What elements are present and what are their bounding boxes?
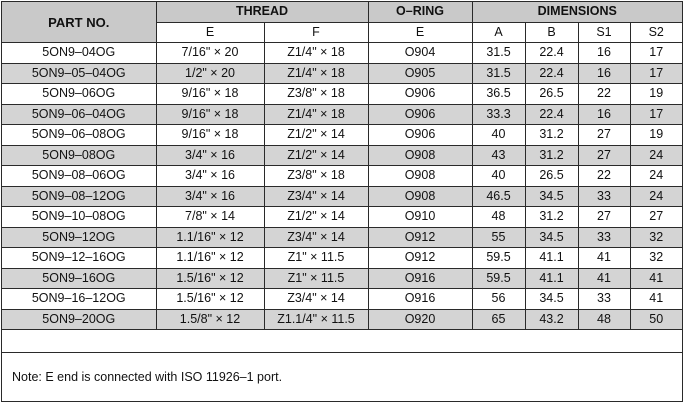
cell-dim-s1: 33 — [578, 186, 630, 207]
cell-oring-e: O906 — [368, 125, 472, 146]
cell-dim-s2: 27 — [630, 207, 682, 228]
cell-oring-e: O904 — [368, 43, 472, 64]
cell-oring-e: O920 — [368, 309, 472, 330]
cell-dim-s2: 19 — [630, 84, 682, 105]
table-row — [2, 125, 682, 146]
cell-dim-s2: 17 — [630, 63, 682, 84]
cell-part-no: 5ON9–16OG — [2, 268, 156, 289]
cell-dim-b: 22.4 — [525, 63, 578, 84]
cell-thread-f: Z3/4" × 14 — [264, 227, 368, 248]
table-row — [2, 207, 682, 228]
cell-dim-b: 34.5 — [525, 289, 578, 310]
cell-dim-a: 46.5 — [472, 186, 525, 207]
table-row — [2, 63, 682, 84]
cell-oring-e: O905 — [368, 63, 472, 84]
cell-dim-b: 31.2 — [525, 145, 578, 166]
subheader-dim-a: A — [472, 22, 525, 43]
cell-oring-e: O916 — [368, 268, 472, 289]
table-row — [2, 166, 682, 187]
cell-dim-b: 31.2 — [525, 125, 578, 146]
cell-dim-s2: 24 — [630, 145, 682, 166]
cell-dim-a: 36.5 — [472, 84, 525, 105]
cell-oring-e: O912 — [368, 227, 472, 248]
cell-dim-b: 26.5 — [525, 84, 578, 105]
cell-thread-e: 3/4" × 16 — [156, 145, 264, 166]
table-note: Note: E end is connected with ISO 11926–1 port. — [2, 352, 682, 401]
cell-dim-s1: 16 — [578, 104, 630, 125]
cell-dim-a: 31.5 — [472, 63, 525, 84]
table-row — [2, 227, 682, 248]
subheader-thread-e: E — [156, 22, 264, 43]
cell-thread-e: 1.5/16" × 12 — [156, 268, 264, 289]
cell-dim-a: 59.5 — [472, 268, 525, 289]
table-row — [2, 186, 682, 207]
cell-part-no: 5ON9–08OG — [2, 145, 156, 166]
cell-oring-e: O908 — [368, 166, 472, 187]
table-row — [2, 268, 682, 289]
cell-dim-s2: 24 — [630, 186, 682, 207]
cell-dim-a: 43 — [472, 145, 525, 166]
cell-oring-e: O906 — [368, 104, 472, 125]
cell-dim-b: 43.2 — [525, 309, 578, 330]
cell-dim-s2: 50 — [630, 309, 682, 330]
cell-dim-s1: 41 — [578, 248, 630, 269]
cell-dim-s2: 41 — [630, 268, 682, 289]
cell-dim-s2: 32 — [630, 248, 682, 269]
cell-part-no: 5ON9–20OG — [2, 309, 156, 330]
cell-thread-e: 9/16" × 18 — [156, 104, 264, 125]
subheader-dim-b: B — [525, 22, 578, 43]
header-thread: THREAD — [156, 2, 368, 22]
cell-dim-s2: 17 — [630, 43, 682, 64]
cell-oring-e: O910 — [368, 207, 472, 228]
cell-thread-e: 1/2" × 20 — [156, 63, 264, 84]
table-row — [2, 145, 682, 166]
cell-part-no: 5ON9–04OG — [2, 43, 156, 64]
cell-thread-f: Z3/4" × 14 — [264, 186, 368, 207]
cell-part-no: 5ON9–12OG — [2, 227, 156, 248]
cell-dim-b: 41.1 — [525, 268, 578, 289]
subheader-dim-s1: S1 — [578, 22, 630, 43]
cell-thread-f: Z1/4" × 18 — [264, 43, 368, 64]
cell-part-no: 5ON9–08–12OG — [2, 186, 156, 207]
cell-thread-f: Z3/8" × 18 — [264, 84, 368, 105]
cell-thread-e: 9/16" × 18 — [156, 125, 264, 146]
cell-part-no: 5ON9–06–08OG — [2, 125, 156, 146]
table-row — [2, 43, 682, 64]
cell-oring-e: O916 — [368, 289, 472, 310]
cell-dim-s1: 33 — [578, 289, 630, 310]
cell-dim-a: 65 — [472, 309, 525, 330]
cell-oring-e: O912 — [368, 248, 472, 269]
cell-oring-e: O908 — [368, 186, 472, 207]
spec-table-frame — [1, 1, 683, 402]
cell-part-no: 5ON9–06OG — [2, 84, 156, 105]
cell-thread-f: Z1.1/4" × 11.5 — [264, 309, 368, 330]
cell-dim-a: 40 — [472, 125, 525, 146]
cell-thread-e: 9/16" × 18 — [156, 84, 264, 105]
table-row — [2, 309, 682, 330]
table-row — [2, 289, 682, 310]
cell-dim-a: 55 — [472, 227, 525, 248]
cell-oring-e: O908 — [368, 145, 472, 166]
table-row — [2, 84, 682, 105]
header-part-no: PART NO. — [2, 2, 156, 43]
cell-part-no: 5ON9–08–06OG — [2, 166, 156, 187]
table-body — [2, 43, 682, 330]
cell-dim-s1: 33 — [578, 227, 630, 248]
cell-thread-e: 7/8" × 14 — [156, 207, 264, 228]
cell-dim-s1: 27 — [578, 207, 630, 228]
cell-dim-s2: 41 — [630, 289, 682, 310]
table-row — [2, 104, 682, 125]
cell-thread-e: 1.5/8" × 12 — [156, 309, 264, 330]
cell-dim-s1: 16 — [578, 43, 630, 64]
cell-dim-s2: 32 — [630, 227, 682, 248]
cell-dim-s2: 17 — [630, 104, 682, 125]
cell-dim-a: 59.5 — [472, 248, 525, 269]
cell-thread-f: Z1" × 11.5 — [264, 248, 368, 269]
cell-thread-e: 1.5/16" × 12 — [156, 289, 264, 310]
cell-thread-f: Z3/8" × 18 — [264, 166, 368, 187]
cell-part-no: 5ON9–05–04OG — [2, 63, 156, 84]
cell-dim-a: 33.3 — [472, 104, 525, 125]
cell-dim-b: 34.5 — [525, 227, 578, 248]
cell-part-no: 5ON9–10–08OG — [2, 207, 156, 228]
cell-thread-e: 7/16" × 20 — [156, 43, 264, 64]
subheader-thread-f: F — [264, 22, 368, 43]
cell-dim-a: 56 — [472, 289, 525, 310]
cell-dim-s1: 27 — [578, 145, 630, 166]
cell-dim-s1: 22 — [578, 166, 630, 187]
cell-dim-s2: 24 — [630, 166, 682, 187]
cell-part-no: 5ON9–16–12OG — [2, 289, 156, 310]
cell-dim-s2: 19 — [630, 125, 682, 146]
cell-thread-f: Z1/4" × 18 — [264, 104, 368, 125]
cell-dim-s1: 27 — [578, 125, 630, 146]
cell-dim-s1: 16 — [578, 63, 630, 84]
cell-dim-a: 40 — [472, 166, 525, 187]
fitting-spec-table — [2, 2, 682, 330]
cell-dim-b: 41.1 — [525, 248, 578, 269]
cell-thread-f: Z1/2" × 14 — [264, 145, 368, 166]
cell-thread-f: Z1/4" × 18 — [264, 63, 368, 84]
cell-dim-b: 22.4 — [525, 104, 578, 125]
header-dimensions: DIMENSIONS — [472, 2, 682, 22]
cell-dim-s1: 41 — [578, 268, 630, 289]
cell-thread-f: Z1/2" × 14 — [264, 207, 368, 228]
cell-thread-e: 3/4" × 16 — [156, 166, 264, 187]
cell-dim-s1: 48 — [578, 309, 630, 330]
table-header — [2, 2, 682, 43]
cell-dim-b: 31.2 — [525, 207, 578, 228]
table-row — [2, 248, 682, 269]
subheader-dim-s2: S2 — [630, 22, 682, 43]
cell-dim-a: 31.5 — [472, 43, 525, 64]
cell-part-no: 5ON9–12–16OG — [2, 248, 156, 269]
cell-dim-s1: 22 — [578, 84, 630, 105]
cell-thread-e: 3/4" × 16 — [156, 186, 264, 207]
cell-thread-f: Z1/2" × 14 — [264, 125, 368, 146]
cell-oring-e: O906 — [368, 84, 472, 105]
cell-thread-f: Z3/4" × 14 — [264, 289, 368, 310]
cell-thread-e: 1.1/16" × 12 — [156, 248, 264, 269]
header-oring: O–RING — [368, 2, 472, 22]
cell-part-no: 5ON9–06–04OG — [2, 104, 156, 125]
cell-dim-b: 22.4 — [525, 43, 578, 64]
cell-thread-f: Z1" × 11.5 — [264, 268, 368, 289]
cell-thread-e: 1.1/16" × 12 — [156, 227, 264, 248]
cell-dim-b: 26.5 — [525, 166, 578, 187]
subheader-oring-e: E — [368, 22, 472, 43]
cell-dim-a: 48 — [472, 207, 525, 228]
cell-dim-b: 34.5 — [525, 186, 578, 207]
